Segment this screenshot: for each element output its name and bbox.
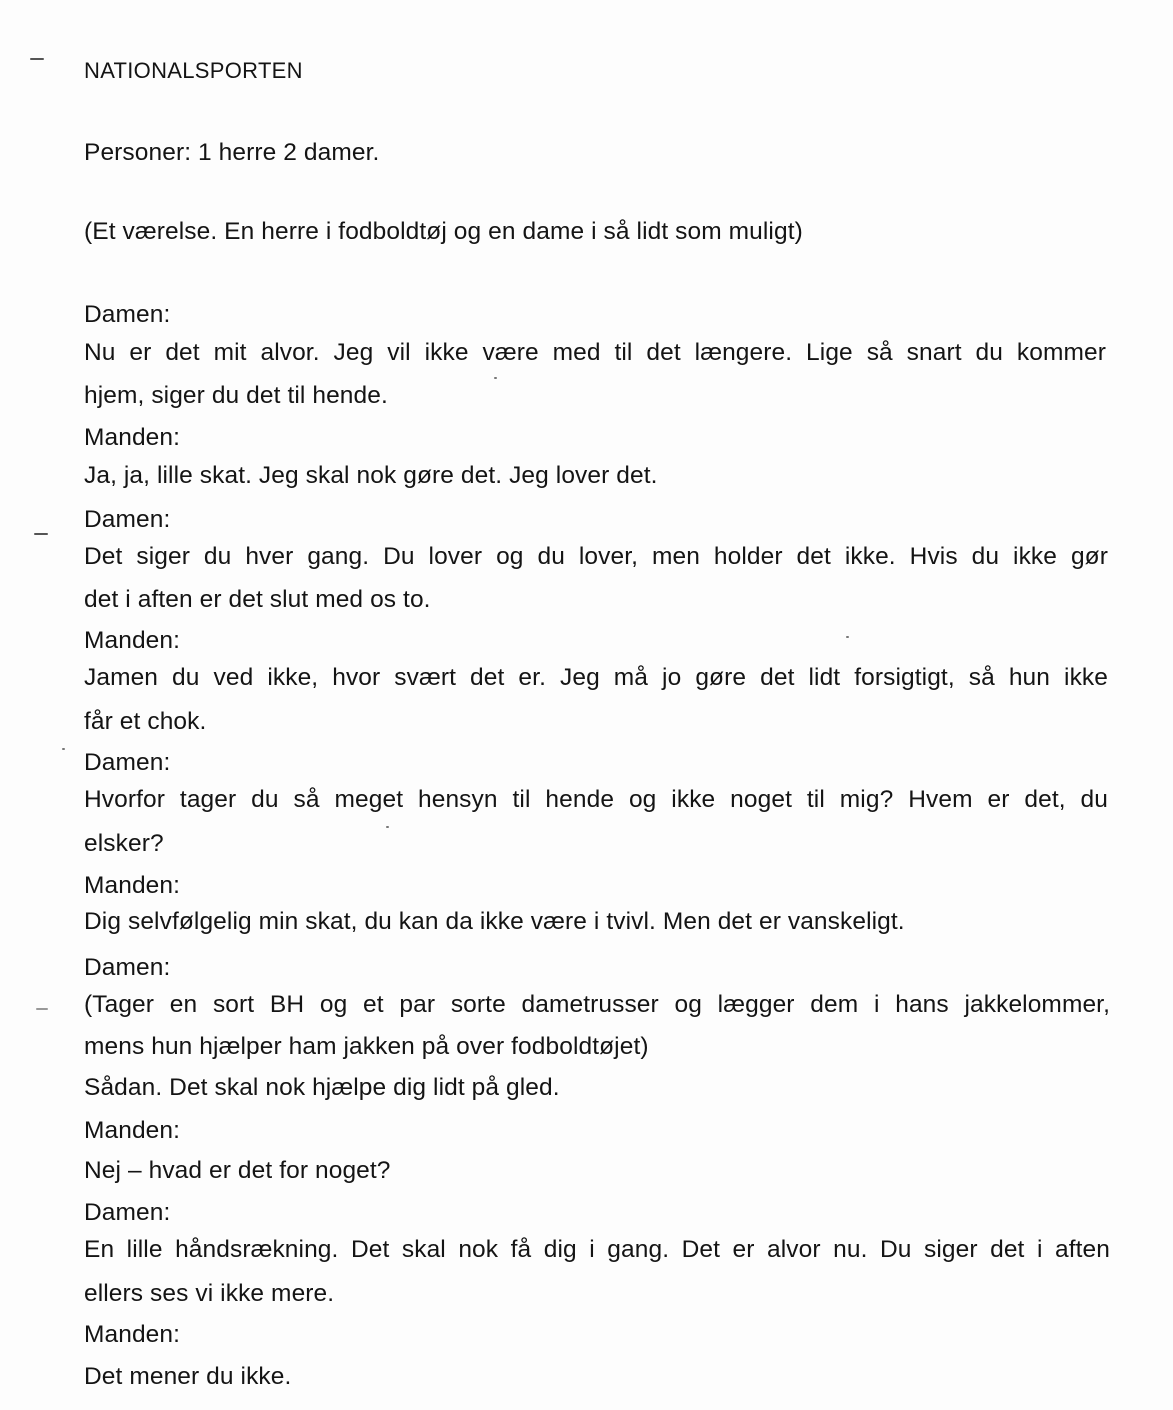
scan-mark-1 — [30, 58, 44, 60]
document-title: NATIONALSPORTEN — [84, 58, 303, 83]
dialogue-line: Jamen du ved ikke, hvor svært det er. Jeg må jo gøre det lidt forsigtigt, så hun ikke — [84, 664, 1108, 691]
setting-line: (Et værelse. En herre i fodboldtøj og en dame i så lidt som muligt) — [84, 218, 803, 245]
scan-mark-3 — [36, 1008, 48, 1010]
personer-line: Personer: 1 herre 2 damer. — [84, 139, 380, 166]
dialogue-line: Nej – hvad er det for noget? — [84, 1157, 391, 1184]
dialogue-line: Det siger du hver gang. Du lover og du lover, men holder det ikke. Hvis du ikke gør — [84, 543, 1108, 570]
dialogue-line: En lille håndsrækning. Det skal nok få dig i gang. Det er alvor nu. Du siger det i aften — [84, 1236, 1110, 1263]
dialogue-line: får et chok. — [84, 708, 207, 735]
scan-dot-2 — [62, 748, 65, 750]
dialogue-line: det i aften er det slut med os to. — [84, 586, 431, 613]
speaker-label: Manden: — [84, 627, 181, 654]
dialogue-line: ellers ses vi ikke mere. — [84, 1280, 335, 1307]
scan-mark-2 — [34, 533, 48, 535]
stage-direction-line: mens hun hjælper ham jakken på over fodboldtøjet) — [84, 1033, 649, 1060]
dialogue-line: Ja, ja, lille skat. Jeg skal nok gøre det. Jeg lover det. — [84, 462, 658, 489]
speaker-label: Damen: — [84, 749, 171, 776]
dialogue-line: elsker? — [84, 830, 164, 857]
speaker-label: Manden: — [84, 1117, 181, 1144]
dialogue-line: hjem, siger du det til hende. — [84, 382, 388, 409]
speaker-label: Manden: — [84, 424, 181, 451]
speaker-label: Damen: — [84, 1199, 171, 1226]
speaker-label: Manden: — [84, 1321, 181, 1348]
dialogue-line: Dig selvfølgelig min skat, du kan da ikke være i tvivl. Men det er vanskeligt. — [84, 908, 905, 935]
dialogue-line: Det mener du ikke. — [84, 1363, 292, 1390]
dialogue-line: Sådan. Det skal nok hjælpe dig lidt på gled. — [84, 1074, 560, 1101]
scan-dot-1 — [846, 636, 849, 638]
scan-dot-3 — [386, 826, 389, 828]
stage-direction-line: (Tager en sort BH og et par sorte dametrusser og lægger dem i hans jakkelommer, — [84, 991, 1110, 1018]
speaker-label: Damen: — [84, 301, 171, 328]
dialogue-line: Hvorfor tager du så meget hensyn til hende og ikke noget til mig? Hvem er det, du — [84, 786, 1108, 813]
speaker-label: Manden: — [84, 872, 181, 899]
dialogue-line: Nu er det mit alvor. Jeg vil ikke være med til det længere. Lige så snart du kommer — [84, 339, 1106, 366]
scan-dot-4 — [494, 377, 497, 379]
speaker-label: Damen: — [84, 506, 171, 533]
speaker-label: Damen: — [84, 954, 171, 981]
